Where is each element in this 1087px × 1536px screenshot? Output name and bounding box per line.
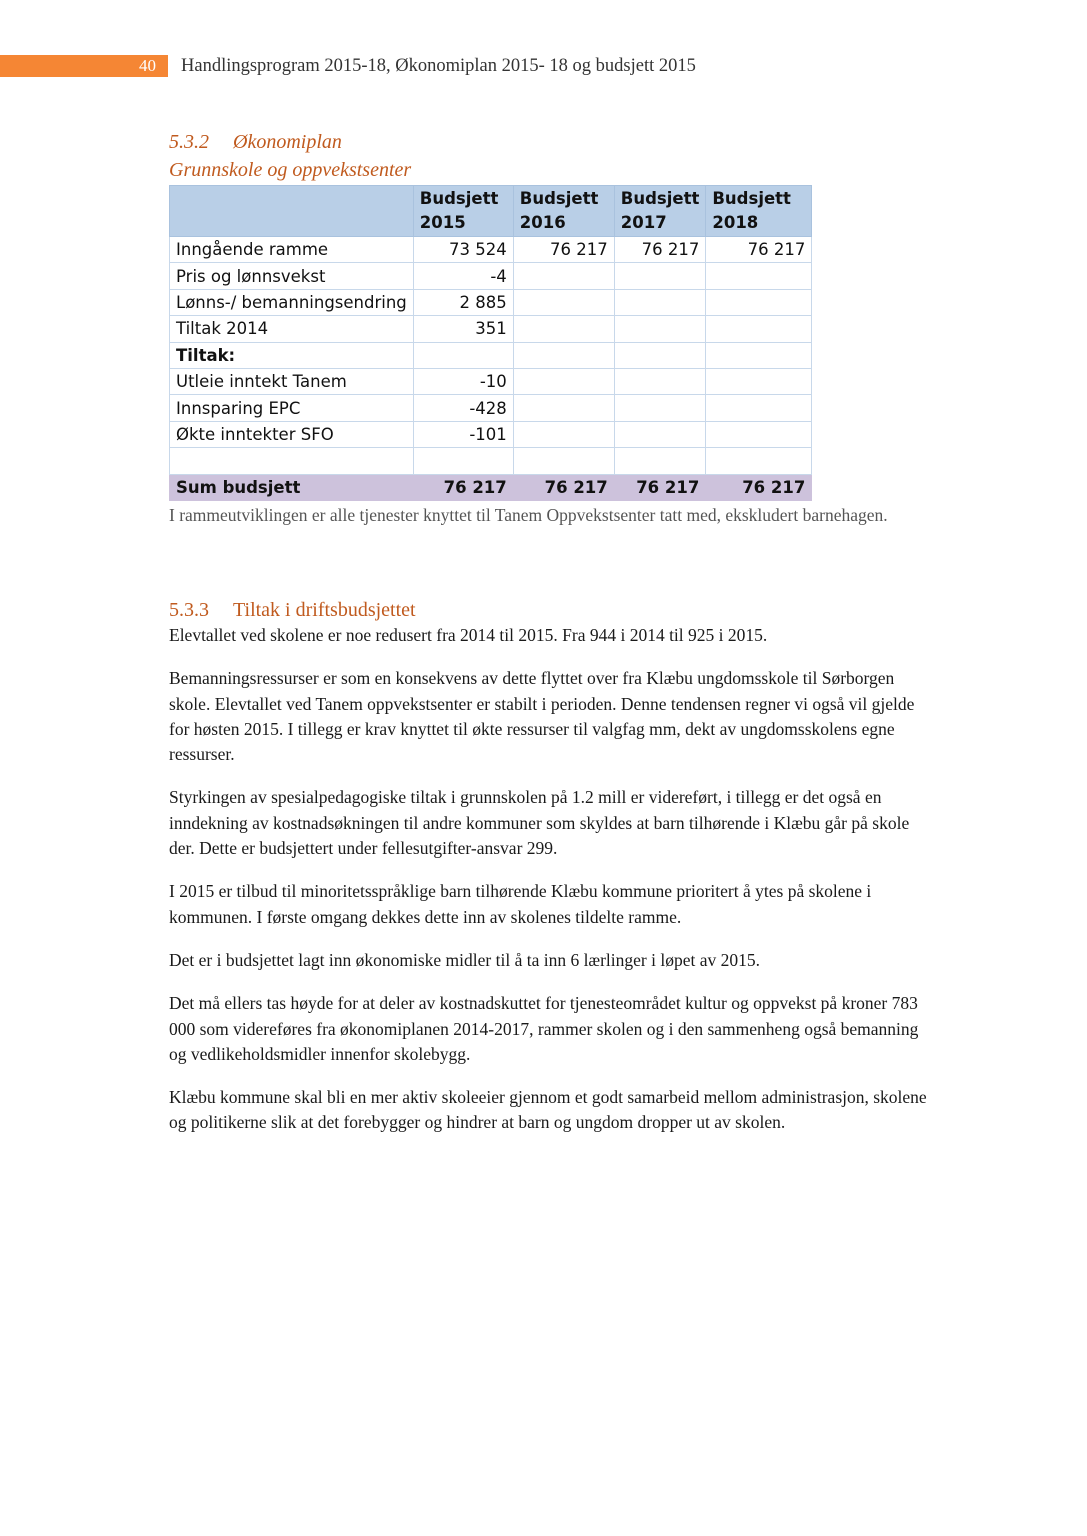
header-cell-2017: Budsjett 2017 — [614, 186, 706, 237]
cell-2016 — [513, 289, 614, 315]
section-number: 5.3.3 — [169, 599, 209, 621]
cell-2018 — [706, 342, 812, 368]
cell-2017 — [614, 368, 706, 394]
paragraph: Det er i budsjettet lagt inn økonomiske midler til å ta inn 6 lærlinger i løpet av 2015. — [169, 949, 761, 970]
cell-2015 — [413, 448, 513, 474]
table-row — [170, 421, 812, 447]
row-label: Lønns-/ bemanningsendring — [170, 289, 414, 315]
header-cell-2016: Budsjett 2016 — [513, 186, 614, 237]
cell-2017 — [614, 342, 706, 368]
row-label: Innsparing EPC — [170, 395, 414, 421]
section-body — [169, 623, 929, 1154]
table-row — [170, 395, 812, 421]
cell-2018 — [706, 263, 812, 289]
row-label: Tiltak 2014 — [170, 316, 414, 342]
sum-2018: 76 217 — [706, 474, 812, 500]
table-row — [170, 316, 812, 342]
sum-2017: 76 217 — [614, 474, 706, 500]
table-sum-row — [170, 474, 812, 500]
row-label: Økte inntekter SFO — [170, 421, 414, 447]
cell-2018 — [706, 316, 812, 342]
section-title: Tiltak i driftsbudsjettet — [233, 599, 416, 621]
row-label: Pris og lønnsvekst — [170, 263, 414, 289]
section-heading-532 — [169, 129, 342, 155]
cell-2017 — [614, 263, 706, 289]
page-number: 40 — [139, 56, 156, 75]
table-header-row — [170, 186, 812, 237]
table-row — [170, 237, 812, 263]
table-row — [170, 289, 812, 315]
cell-2015: 2 885 — [413, 289, 513, 315]
cell-2018 — [706, 448, 812, 474]
table-row-subheading — [170, 342, 812, 368]
cell-2015: -101 — [413, 421, 513, 447]
cell-2017 — [614, 289, 706, 315]
row-label — [170, 448, 414, 474]
row-label: Inngående ramme — [170, 237, 414, 263]
table-caption: Grunnskole og oppvekstsenter — [169, 159, 412, 181]
header-cell-2018: Budsjett 2018 — [706, 186, 812, 237]
table-row — [170, 263, 812, 289]
sum-2015: 76 217 — [413, 474, 513, 500]
cell-2017 — [614, 316, 706, 342]
cell-2015: 351 — [413, 316, 513, 342]
paragraph: I 2015 er tilbud til minoritetsspråklige barn tilhørende Klæbu kommune prioritert å ytes på skolene i kommunen. I første omgang dekkes dette inn av skolenes tildelte ramme. — [169, 881, 872, 927]
row-label: Tiltak: — [170, 342, 414, 368]
cell-2018: 76 217 — [706, 237, 812, 263]
cell-2017: 76 217 — [614, 237, 706, 263]
sum-2016: 76 217 — [513, 474, 614, 500]
header-cell-empty — [170, 186, 414, 237]
table-row-empty — [170, 448, 812, 474]
budget-table — [169, 185, 812, 501]
cell-2016 — [513, 448, 614, 474]
cell-2015: -4 — [413, 263, 513, 289]
paragraph: Elevtallet ved skolene er noe redusert fra 2014 til 2015. Fra 944 i 2014 til 925 i 2015. — [169, 625, 768, 645]
cell-2016 — [513, 421, 614, 447]
cell-2017 — [614, 448, 706, 474]
paragraph: Det må ellers tas høyde for at deler av kostnadskuttet for tjenesteområdet kultur og oppvekst på kroner 783 000 som videreføres fra økonomiplanen 2014-2017, rammer skolen og i den sammenheng også bemanning og vedlikeholdsmidler innenfor skolebygg. — [169, 993, 919, 1064]
paragraph: Klæbu kommune skal bli en mer aktiv skoleeier gjennom et godt samarbeid mellom administrasjon, skolene og politikerne slik at det forebygger og hindrer at barn og ungdom dropper ut av skolen. — [169, 1087, 927, 1133]
section-heading-533 — [169, 597, 416, 623]
cell-2016 — [513, 316, 614, 342]
paragraph: Bemanningsressurser er som en konsekvens av dette flyttet over fra Klæbu ungdomsskole til Sørborgen skole. Elevtallet ved Tanem oppvekstsenter er stabilt i perioden. Denne tendensen regner vi også vil gjelde for høsten 2015. I tillegg er krav knyttet til økte ressurser til valgfag mm, dekt av ungdomsskolens egne ressurser. — [169, 668, 915, 765]
table-row — [170, 368, 812, 394]
section-number: 5.3.2 — [169, 131, 209, 153]
cell-2018 — [706, 368, 812, 394]
sum-label: Sum budsjett — [170, 474, 414, 500]
header-cell-2015: Budsjett 2015 — [413, 186, 513, 237]
cell-2015: -428 — [413, 395, 513, 421]
section-title: Økonomiplan — [233, 131, 342, 153]
paragraph: Styrkingen av spesialpedagogiske tiltak i grunnskolen på 1.2 mill er videreført, i tillegg er det også en inndekning av kostnadsøkningen til andre kommuner som skyldes at barn tilhørende i Klæbu går på skole der. Dette er budsjettert under fellesutgifter-ansvar 299. — [169, 787, 910, 859]
cell-2016: 76 217 — [513, 237, 614, 263]
cell-2016 — [513, 368, 614, 394]
row-label: Utleie inntekt Tanem — [170, 368, 414, 394]
cell-2018 — [706, 289, 812, 315]
cell-2015 — [413, 342, 513, 368]
cell-2018 — [706, 395, 812, 421]
cell-2016 — [513, 263, 614, 289]
cell-2015: -10 — [413, 368, 513, 394]
cell-2016 — [513, 395, 614, 421]
cell-2017 — [614, 395, 706, 421]
cell-2018 — [706, 421, 812, 447]
table-note: I rammeutviklingen er alle tjenester knyttet til Tanem Oppvekstsenter tatt med, ekskludert barnehagen. — [169, 505, 888, 525]
cell-2015: 73 524 — [413, 237, 513, 263]
cell-2017 — [614, 421, 706, 447]
running-header-title: Handlingsprogram 2015-18, Økonomiplan 2015- 18 og budsjett 2015 — [181, 56, 696, 76]
cell-2016 — [513, 342, 614, 368]
